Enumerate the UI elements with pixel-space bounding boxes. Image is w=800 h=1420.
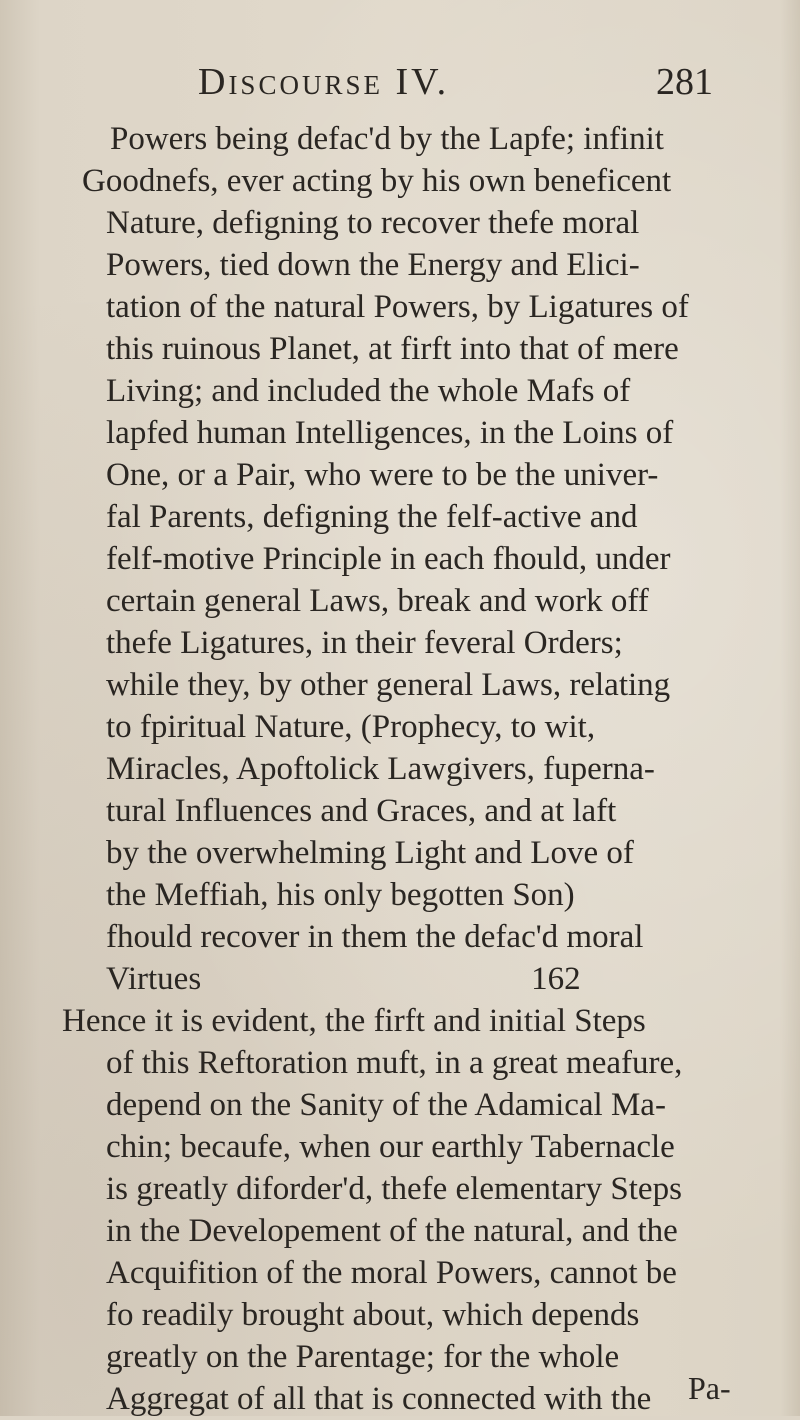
- text-line: felf-motive Principle in each fhould, under: [106, 541, 671, 577]
- text-line: Nature, defigning to recover thefe moral: [106, 205, 640, 241]
- text-line: while they, by other general Laws, relating: [106, 667, 671, 703]
- text-line: chin; becaufe, when our earthly Tabernacle: [106, 1129, 675, 1165]
- text-line: is greatly diforder'd, thefe elementary Steps: [106, 1171, 682, 1207]
- text-line: One, or a Pair, who were to be the univer-: [106, 457, 659, 493]
- text-line: Miracles, Apoftolick Lawgivers, fuperna-: [106, 751, 655, 787]
- text-line: fhould recover in them the defac'd moral: [106, 919, 644, 955]
- running-head: Discourse IV.: [198, 61, 450, 103]
- page-number: 281: [656, 61, 713, 103]
- text-line: fal Parents, defigning the felf-active and: [106, 499, 638, 535]
- text-line: Acquifition of the moral Powers, cannot be: [106, 1255, 677, 1291]
- text-line: Living; and included the whole Mafs of: [106, 373, 631, 409]
- text-line: Aggregat of all that is connected with the: [106, 1381, 652, 1417]
- text-line: in the Developement of the natural, and the: [106, 1213, 678, 1249]
- text-line: Powers, tied down the Energy and Elici-: [106, 247, 640, 283]
- text-line: tation of the natural Powers, by Ligatures of: [106, 289, 689, 325]
- text-line: greatly on the Parentage; for the whole: [106, 1339, 620, 1375]
- text-line: of this Reftoration muft, in a great meafure,: [106, 1045, 683, 1081]
- text-line: tural Influences and Graces, and at laft: [106, 793, 617, 829]
- text-line: fo readily brought about, which depends: [106, 1297, 640, 1333]
- text-line: depend on the Sanity of the Adamical Ma-: [106, 1087, 666, 1123]
- text-line: this ruinous Planet, at firft into that of mere: [106, 331, 679, 367]
- text-line: Virtues 162: [106, 961, 581, 997]
- text-line: lapfed human Intelligences, in the Loins of: [106, 415, 674, 451]
- text-line: to fpiritual Nature, (Prophecy, to wit,: [106, 709, 596, 745]
- text-line: Goodnefs, ever acting by his own beneficent: [82, 163, 672, 199]
- text-line: certain general Laws, break and work off: [106, 583, 649, 619]
- catchword: Pa-: [688, 1370, 731, 1406]
- text-line: by the overwhelming Light and Love of: [106, 835, 634, 871]
- text-line: Powers being defac'd by the Lapfe; infinit: [110, 121, 664, 157]
- page-header: [198, 60, 758, 116]
- text-line: the Meffiah, his only begotten Son): [106, 877, 575, 913]
- text-line: Hence it is evident, the firft and initial Steps: [62, 1003, 646, 1039]
- text-line: thefe Ligatures, in their feveral Orders;: [106, 625, 623, 661]
